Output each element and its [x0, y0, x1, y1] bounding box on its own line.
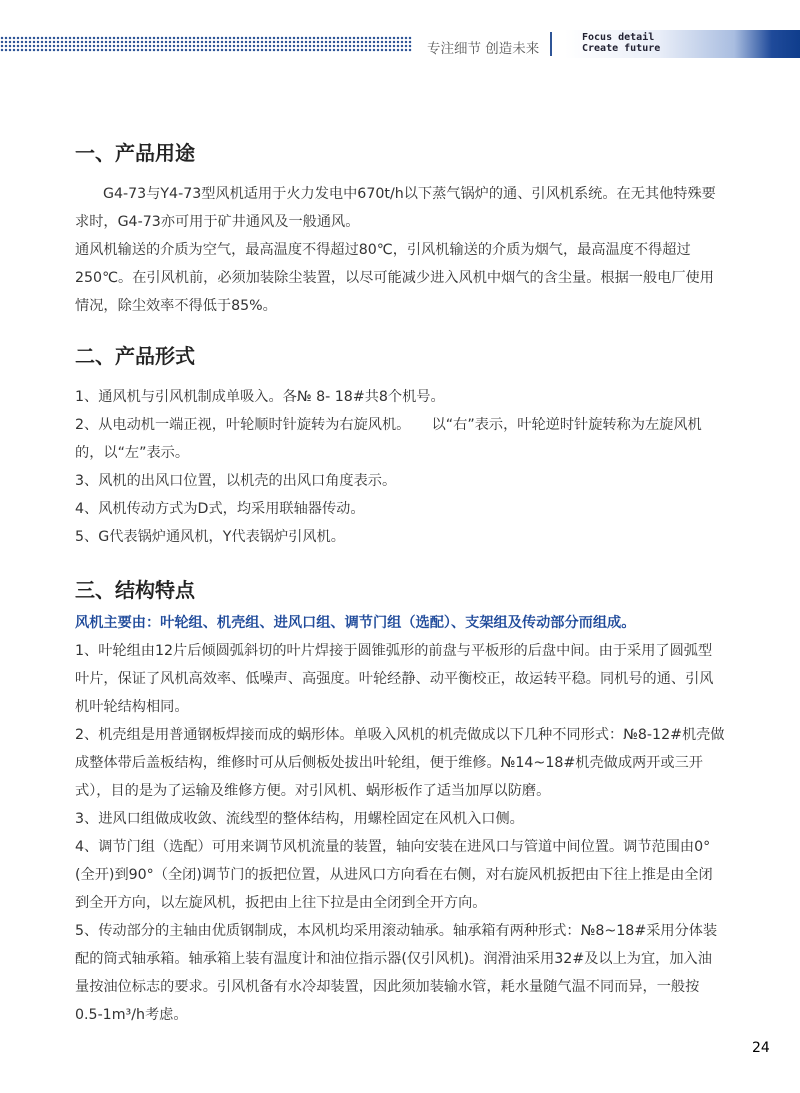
list-item: 2、机壳组是用普通钢板焊接而成的蜗形体。单吸入风机的机壳做成以下几种不同形式：№8-12#机壳做成整体带后盖板结构，维修时可从后侧板处拔出叶轮组，便于维修。№14~18#机壳做成两开或三开式），目的是为了运输及维修方便。对引风机、蜗形板作了适当加厚以防磨。	[75, 727, 725, 799]
list-item: 1、叶轮组由12片后倾圆弧斜切的叶片焊接于圆锥弧形的前盘与平板形的后盘中间。由于采用了圆弧型叶片，保证了风机高效率、低噪声、高强度。叶轮经静、动平衡校正，故运转平稳。同机号的通、引风机叶轮结构相同。	[75, 643, 714, 715]
section-title: 二、产品形式	[75, 344, 195, 368]
list-item: 2、从电动机一端正视，叶轮顺时针旋转为右旋风机。 以“右”表示，叶轮逆时针旋转称为左旋风机的，以“左”表示。	[75, 417, 702, 461]
section-structure	[75, 575, 725, 1029]
dotted-pattern	[0, 36, 412, 52]
header-tagline: 专注细节 创造未来	[427, 41, 540, 57]
list-item: 1、通风机与引风机制成单吸入。各№ 8- 18#共8个机号。	[75, 389, 445, 405]
section-form	[75, 341, 725, 551]
list-item: 5、传动部分的主轴由优质钢制成，本风机均采用滚动轴承。轴承箱有两种形式：№8~18#采用分体装配的筒式轴承箱。轴承箱上装有温度计和油位指示器(仅引风机)。润滑油采用32#及以上为宜，加入油量按油位标志的要求。引风机备有水冷却装置，因此须加装输水管，耗水量随气温不同而异，一般按0.5-1m³/h考虑。	[75, 923, 718, 1023]
section-subtitle: 风机主要由：叶轮组、机壳组、进风口组、调节门组（选配）、支架组及传动部分而组成。	[75, 615, 636, 631]
page-header	[0, 30, 800, 62]
paragraph: 通风机输送的介质为空气，最高温度不得超过80℃，引风机输送的介质为烟气，最高温度不得超过250℃。在引风机前，必须加装除尘装置，以尽可能减少进入风机中烟气的含尘量。根据一般电厂使用情况，除尘效率不得低于85%。	[75, 242, 714, 314]
banner-line-1: Focus detail	[582, 32, 655, 43]
list-item: 4、风机传动方式为D式，均采用联轴器传动。	[75, 501, 365, 517]
section-title: 三、结构特点	[75, 578, 195, 602]
page-number: 24	[752, 1040, 770, 1056]
page-content	[75, 138, 725, 1029]
list-item: 3、风机的出风口位置，以机壳的出风口角度表示。	[75, 473, 397, 489]
list-item: 3、进风口组做成收敛、流线型的整体结构，用螺栓固定在风机入口侧。	[75, 811, 524, 827]
list-item: 4、调节门组（选配）可用来调节风机流量的装置，轴向安装在进风口与管道中间位置。调节范围由0°(全开)到90°（全闭)调节门的扳把位置，从进风口方向看在右侧，对右旋风机扳把由下往上推是由全闭到全开方向，以左旋风机，扳把由上往下拉是由全闭到全开方向。	[75, 839, 713, 911]
section-usage	[75, 138, 725, 320]
banner-text	[582, 32, 660, 54]
header-divider	[550, 32, 552, 56]
paragraph: G4-73与Y4-73型风机适用于火力发电中670t/h以下蒸气锅炉的通、引风机系统。在无其他特殊要求时，G4-73亦可用于矿井通风及一般通风。	[75, 186, 716, 230]
list-item: 5、G代表锅炉通风机，Y代表锅炉引风机。	[75, 529, 345, 545]
section-title: 一、产品用途	[75, 141, 195, 165]
banner-line-2: Create future	[582, 43, 661, 54]
